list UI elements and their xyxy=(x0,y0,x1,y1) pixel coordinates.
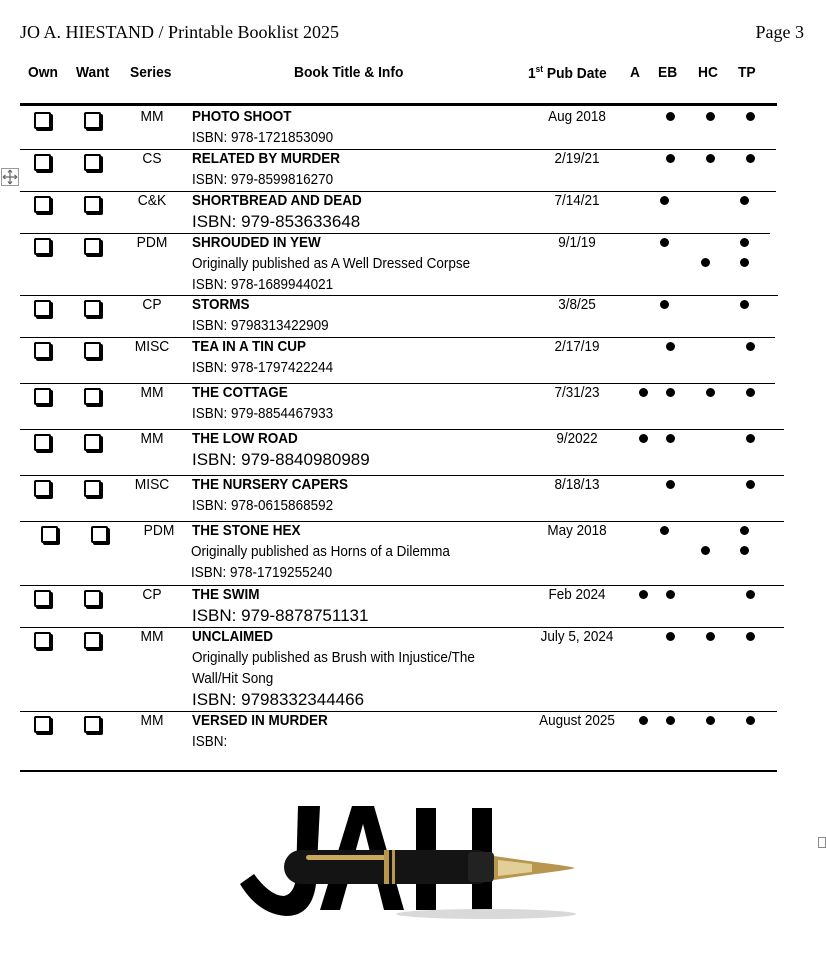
book-title: UNCLAIMED xyxy=(192,628,273,645)
format-dot-a xyxy=(639,388,648,397)
move-handle-icon[interactable] xyxy=(1,168,19,186)
want-checkbox[interactable] xyxy=(84,300,101,317)
format-dot-tp xyxy=(740,196,749,205)
resize-handle[interactable] xyxy=(818,837,826,848)
want-checkbox[interactable] xyxy=(84,238,101,255)
want-checkbox[interactable] xyxy=(84,590,101,607)
own-checkbox[interactable] xyxy=(34,434,51,451)
series-code: PDM xyxy=(136,234,168,251)
isbn-text: ISBN: 978-1797422244 xyxy=(192,359,334,376)
series-code: C&K xyxy=(137,192,167,209)
own-checkbox[interactable] xyxy=(34,300,51,317)
column-hardcover: HC xyxy=(698,64,718,81)
column-audio: A xyxy=(630,64,640,81)
format-dot-eb xyxy=(660,300,669,309)
own-checkbox[interactable] xyxy=(34,154,51,171)
format-dot-eb xyxy=(666,112,675,121)
isbn-text: ISBN: 978-1689944021 xyxy=(192,276,334,293)
column-ebook: EB xyxy=(658,64,678,81)
own-checkbox[interactable] xyxy=(34,112,51,129)
own-checkbox[interactable] xyxy=(34,342,51,359)
format-dot-hc xyxy=(706,154,715,163)
book-title: RELATED BY MURDER xyxy=(192,150,341,167)
series-code: MM xyxy=(140,712,164,729)
isbn-text: ISBN: 978-1719255240 xyxy=(191,564,333,581)
book-title: THE STONE HEX xyxy=(192,522,301,539)
pub-date: 8/18/13 xyxy=(554,476,600,493)
book-title: THE COTTAGE xyxy=(192,384,288,401)
book-title: VERSED IN MURDER xyxy=(192,712,328,729)
isbn-text: ISBN: xyxy=(192,733,228,750)
format-dot-a xyxy=(639,434,648,443)
format-dot-eb xyxy=(666,716,675,725)
want-checkbox[interactable] xyxy=(84,112,101,129)
pub-date: 3/8/25 xyxy=(558,296,596,313)
own-checkbox[interactable] xyxy=(34,196,51,213)
format-dot-eb xyxy=(666,434,675,443)
pub-date: 9/2022 xyxy=(556,430,598,447)
own-checkbox[interactable] xyxy=(34,238,51,255)
book-note: Originally published as Brush with Injustice/The xyxy=(192,649,475,666)
pub-date: 7/14/21 xyxy=(554,192,600,209)
series-code: MM xyxy=(140,384,164,401)
column-trade-paperback: TP xyxy=(738,64,756,81)
document-header-title: JO A. HIESTAND / Printable Booklist 2025 xyxy=(20,22,340,42)
format-dot-tp xyxy=(740,238,749,247)
book-title: PHOTO SHOOT xyxy=(192,108,292,125)
want-checkbox[interactable] xyxy=(84,196,101,213)
book-title: SHROUDED IN YEW xyxy=(192,234,321,251)
series-code: MISC xyxy=(134,476,170,493)
format-dot-eb xyxy=(660,196,669,205)
book-note: Originally published as Horns of a Dilemma xyxy=(191,543,450,560)
format-dot-tp xyxy=(746,112,755,121)
format-dot-hc-alt xyxy=(701,258,710,267)
series-code: CP xyxy=(142,296,162,313)
book-title: SHORTBREAD AND DEAD xyxy=(192,192,362,209)
format-dot-a xyxy=(639,590,648,599)
format-dot-hc xyxy=(706,632,715,641)
format-dot-tp-alt xyxy=(740,258,749,267)
format-dot-hc-alt xyxy=(701,546,710,555)
series-code: MM xyxy=(140,628,164,645)
book-title: STORMS xyxy=(192,296,250,313)
format-dot-eb xyxy=(666,342,675,351)
column-series: Series xyxy=(130,64,172,81)
format-dot-tp xyxy=(746,480,755,489)
format-dot-eb xyxy=(666,632,675,641)
want-checkbox[interactable] xyxy=(91,526,108,543)
isbn-text: ISBN: 9798313422909 xyxy=(192,317,329,334)
series-code: MISC xyxy=(134,338,170,355)
isbn-text: ISBN: 979-8878751131 xyxy=(192,606,369,625)
series-code: MM xyxy=(140,108,164,125)
format-dot-tp xyxy=(746,590,755,599)
book-title: TEA IN A TIN CUP xyxy=(192,338,307,355)
page-number: Page 3 xyxy=(755,22,804,42)
series-code: PDM xyxy=(143,522,175,539)
want-checkbox[interactable] xyxy=(84,154,101,171)
format-dot-tp xyxy=(746,388,755,397)
want-checkbox[interactable] xyxy=(84,632,101,649)
format-dot-tp xyxy=(746,632,755,641)
pub-date: August 2025 xyxy=(539,712,615,729)
format-dot-eb xyxy=(666,480,675,489)
author-logo xyxy=(236,798,582,928)
format-dot-eb xyxy=(666,388,675,397)
pub-date: 2/19/21 xyxy=(554,150,600,167)
own-checkbox[interactable] xyxy=(34,480,51,497)
format-dot-hc xyxy=(706,716,715,725)
want-checkbox[interactable] xyxy=(84,480,101,497)
column-pub-date: 1st Pub Date xyxy=(528,64,607,82)
format-dot-eb xyxy=(666,154,675,163)
book-title: THE LOW ROAD xyxy=(192,430,298,447)
format-dot-tp-alt xyxy=(740,546,749,555)
own-checkbox[interactable] xyxy=(34,716,51,733)
isbn-text: ISBN: 979-8840980989 xyxy=(192,450,370,469)
isbn-text: ISBN: 978-1721853090 xyxy=(192,129,334,146)
book-title: THE SWIM xyxy=(192,586,260,603)
want-checkbox[interactable] xyxy=(84,716,101,733)
series-code: CS xyxy=(142,150,162,167)
format-dot-hc xyxy=(706,112,715,121)
column-want: Want xyxy=(76,64,110,81)
pub-date: Feb 2024 xyxy=(548,586,606,603)
isbn-text: ISBN: 979-853633648 xyxy=(192,212,361,231)
format-dot-tp xyxy=(746,342,755,351)
pub-date: 2/17/19 xyxy=(554,338,600,355)
series-code: MM xyxy=(140,430,164,447)
format-dot-a xyxy=(639,716,648,725)
format-dot-tp xyxy=(746,434,755,443)
want-checkbox[interactable] xyxy=(84,388,101,405)
isbn-text: ISBN: 979-8854467933 xyxy=(192,405,334,422)
isbn-text: ISBN: 979-8599816270 xyxy=(192,171,334,188)
column-own: Own xyxy=(28,64,58,81)
own-checkbox[interactable] xyxy=(34,388,51,405)
format-dot-eb xyxy=(660,526,669,535)
isbn-text: ISBN: 9798332344466 xyxy=(192,690,365,709)
want-checkbox[interactable] xyxy=(84,434,101,451)
want-checkbox[interactable] xyxy=(84,342,101,359)
format-dot-hc xyxy=(706,388,715,397)
own-checkbox[interactable] xyxy=(34,590,51,607)
book-note: Wall/Hit Song xyxy=(192,670,274,687)
row-divider xyxy=(20,770,777,772)
format-dot-tp xyxy=(746,716,755,725)
book-note: Originally published as A Well Dressed Corpse xyxy=(192,255,471,272)
pub-date: 9/1/19 xyxy=(558,234,596,251)
own-checkbox[interactable] xyxy=(41,526,58,543)
series-code: CP xyxy=(142,586,162,603)
pub-date: July 5, 2024 xyxy=(540,628,614,645)
format-dot-eb xyxy=(666,590,675,599)
format-dot-tp xyxy=(740,300,749,309)
own-checkbox[interactable] xyxy=(34,632,51,649)
book-title: THE NURSERY CAPERS xyxy=(192,476,349,493)
pub-date: May 2018 xyxy=(547,522,607,539)
format-dot-tp xyxy=(740,526,749,535)
format-dot-eb xyxy=(660,238,669,247)
format-dot-tp xyxy=(746,154,755,163)
pub-date: Aug 2018 xyxy=(548,108,606,125)
column-title: Book Title & Info xyxy=(294,64,404,81)
pub-date: 7/31/23 xyxy=(554,384,600,401)
isbn-text: ISBN: 978-0615868592 xyxy=(192,497,334,514)
